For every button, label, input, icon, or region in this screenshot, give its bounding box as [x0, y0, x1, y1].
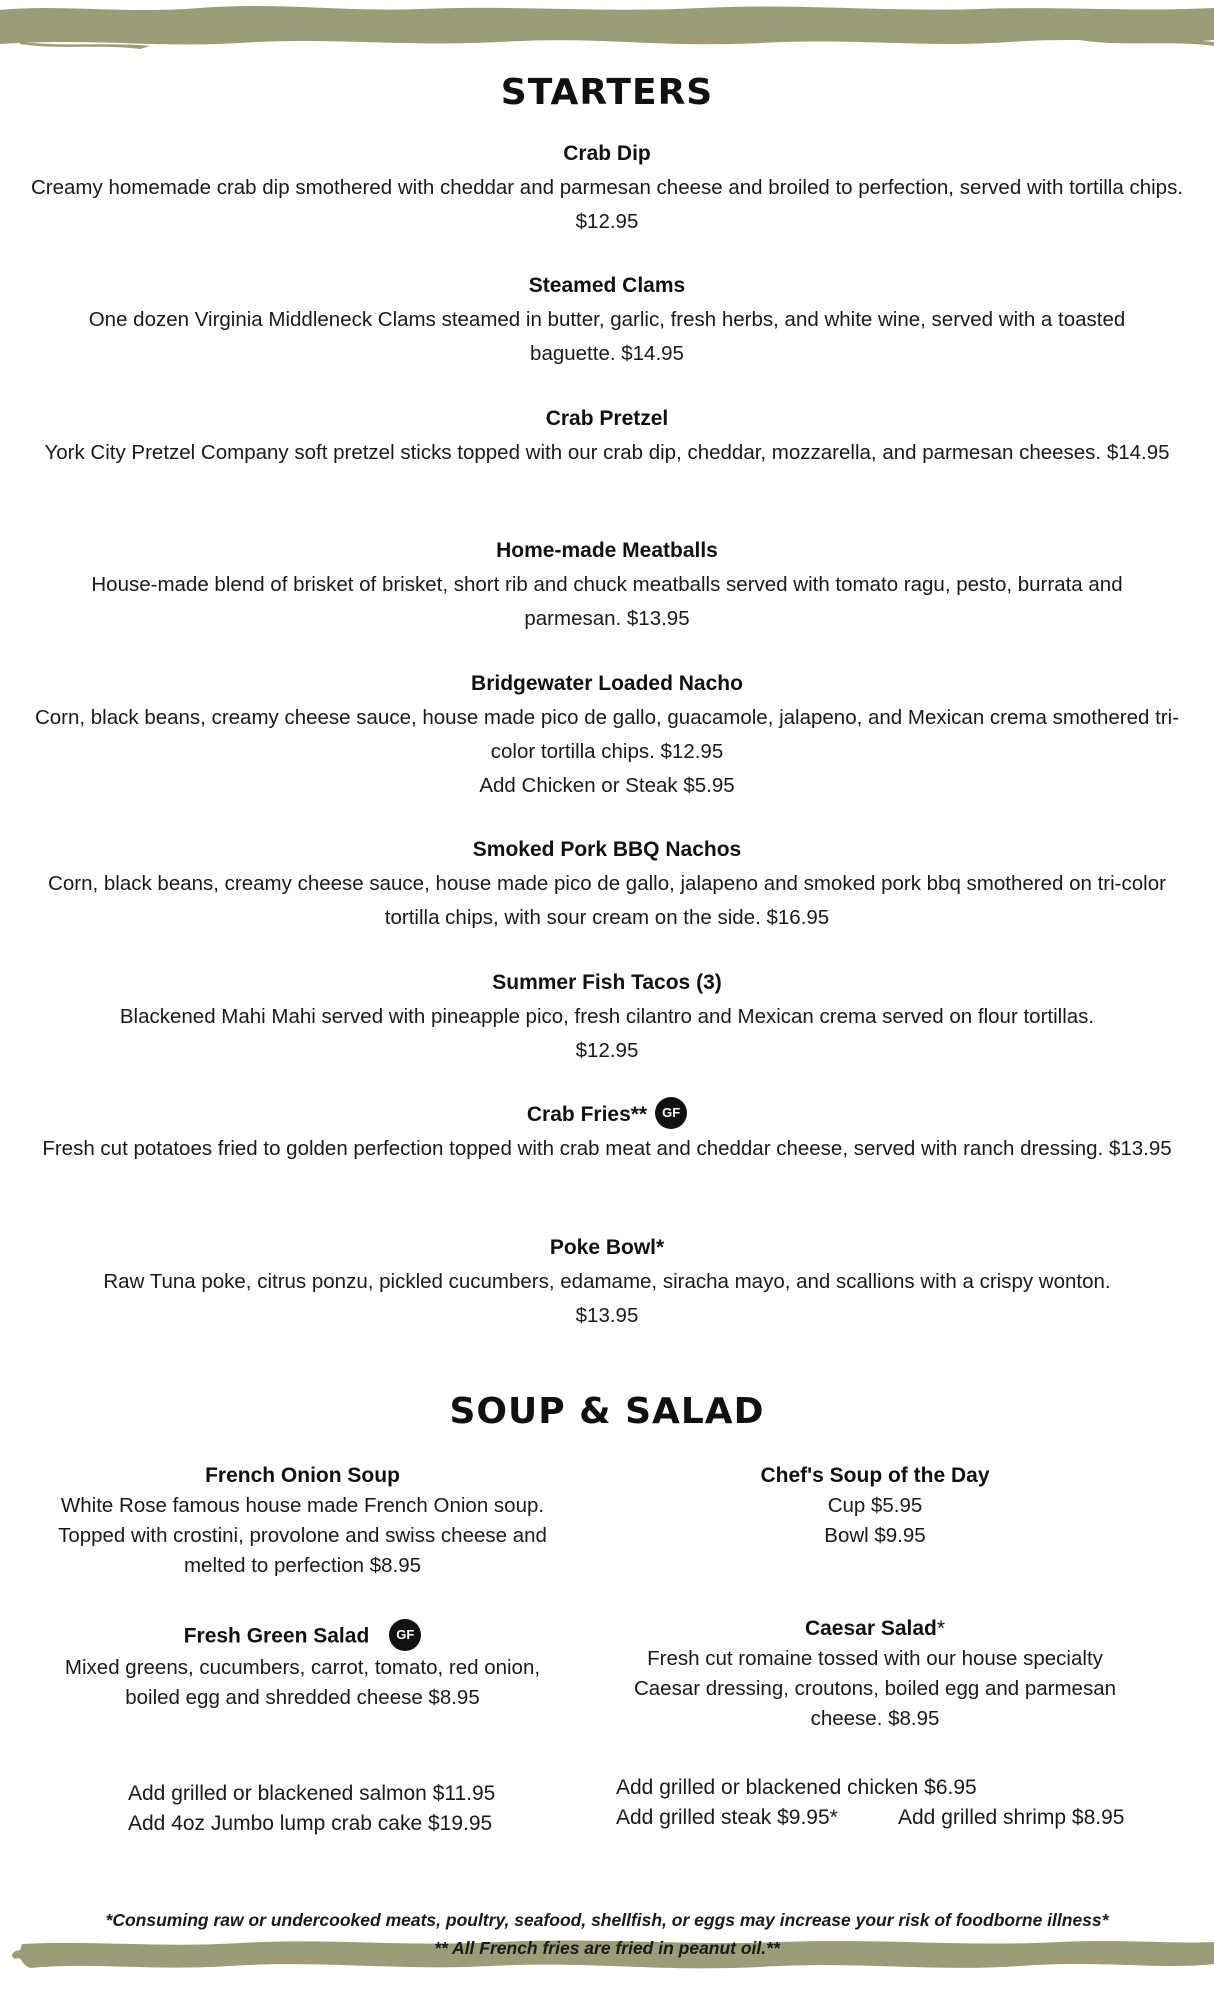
item-description: White Rose famous house made French Onion soup. Topped with crostini, provolone and swiss cheese and melted to perfection $8.95: [58, 1494, 547, 1577]
soup-item: [620, 1461, 1130, 1551]
addon-chicken: Add grilled or blackened chicken $6.95: [616, 1776, 977, 1799]
soup-salad-heading: SOUP & SALAD: [449, 1391, 765, 1432]
starter-item: [0, 833, 1214, 935]
starter-item: [0, 137, 1214, 239]
item-name: Summer Fish Tacos (3): [492, 971, 722, 994]
item-name: Crab Dip: [563, 142, 651, 165]
item-description: Blackened Mahi Mahi served with pineapple pico, fresh cilantro and Mexican crema served on flour tortillas. $12.95: [119, 1005, 1095, 1062]
item-name-row: [0, 1098, 1214, 1132]
item-description: York City Pretzel Company soft pretzel sticks topped with our crab dip, cheddar, mozzarella, and parmesan cheeses. $14.95: [44, 441, 1170, 464]
item-description: Creamy homemade crab dip smothered with cheddar and parmesan cheese and broiled to perfection, served with tortilla chips. $12.95: [30, 176, 1184, 233]
starter-item: [0, 402, 1214, 470]
item-name: Poke Bowl*: [549, 1236, 665, 1259]
gluten-free-badge: GF: [655, 1097, 687, 1129]
starter-item: [0, 534, 1214, 636]
item-description: Fresh cut romaine tossed with our house specialty Caesar dressing, croutons, boiled egg and parmesan cheese. $8.95: [633, 1647, 1117, 1730]
item-name: Home-made Meatballs: [496, 539, 718, 562]
item-name: Steamed Clams: [528, 274, 686, 297]
item-name: Crab Fries**: [526, 1103, 648, 1126]
starter-item: [0, 1231, 1214, 1333]
raw-item-mark: *: [936, 1617, 946, 1640]
item-name-row: [40, 1621, 565, 1653]
item-description: Fresh cut potatoes fried to golden perfection topped with crab meat and cheddar cheese, served with ranch dressing. $13.95: [42, 1137, 1172, 1160]
addon-shrimp: Add grilled shrimp $8.95: [898, 1806, 1125, 1829]
footer-peanut-note: ** All French fries are fried in peanut oil.**: [434, 1938, 780, 1958]
item-name: Chef's Soup of the Day: [760, 1464, 990, 1487]
item-description: House-made blend of brisket of brisket, short rib and chuck meatballs served with tomato ragu, pesto, burrata and parmesan. $13.95: [91, 573, 1123, 630]
item-name: Fresh Green Salad: [183, 1624, 370, 1648]
item-price-cup: Cup $5.95: [827, 1494, 923, 1517]
starter-item: [0, 269, 1214, 371]
item-description: Corn, black beans, creamy cheese sauce, house made pico de gallo, jalapeno and smoked pork bbq smothered on tri-color tortilla chips, with sour cream on the side. $16.95: [48, 872, 1166, 929]
top-brush-border: [0, 0, 1214, 56]
gluten-free-badge: GF: [389, 1619, 421, 1651]
item-description: One dozen Virginia Middleneck Clams steamed in butter, garlic, fresh herbs, and white wine, served with a toasted baguette. $14.95: [88, 308, 1126, 365]
starter-item: [0, 667, 1214, 803]
salad-item: [615, 1614, 1135, 1734]
item-name: Caesar Salad: [804, 1617, 937, 1640]
salad-item: [40, 1621, 565, 1713]
item-description: Corn, black beans, creamy cheese sauce, house made pico de gallo, guacamole, jalapeno, and Mexican crema smothered tri-color tortilla chips. $12.95: [34, 706, 1180, 763]
item-description: Raw Tuna poke, citrus ponzu, pickled cucumbers, edamame, siracha mayo, and scallions with a crispy wonton. $13.95: [103, 1270, 1111, 1327]
starter-item: [0, 966, 1214, 1068]
item-name-row: [615, 1614, 1135, 1644]
item-name: French Onion Soup: [205, 1464, 400, 1487]
item-description: Mixed greens, cucumbers, carrot, tomato, red onion, boiled egg and shredded cheese $8.95: [64, 1656, 541, 1709]
item-name: Bridgewater Loaded Nacho: [471, 672, 743, 695]
starter-item: [0, 1098, 1214, 1166]
addon-steak: Add grilled steak $9.95*: [616, 1806, 838, 1829]
item-addon: Add Chicken or Steak $5.95: [479, 774, 735, 797]
addon-crab-cake: Add 4oz Jumbo lump crab cake $19.95: [128, 1812, 493, 1835]
footer-disclaimer: *Consuming raw or undercooked meats, poultry, seafood, shellfish, or eggs may increase your risk of foodborne illness*: [105, 1910, 1109, 1930]
item-name: Smoked Pork BBQ Nachos: [472, 838, 742, 861]
item-name: Crab Pretzel: [545, 407, 669, 430]
item-price-bowl: Bowl $9.95: [824, 1524, 926, 1547]
addon-salmon: Add grilled or blackened salmon $11.95: [128, 1782, 496, 1805]
starters-heading: STARTERS: [500, 72, 714, 113]
soup-item: [40, 1461, 565, 1581]
